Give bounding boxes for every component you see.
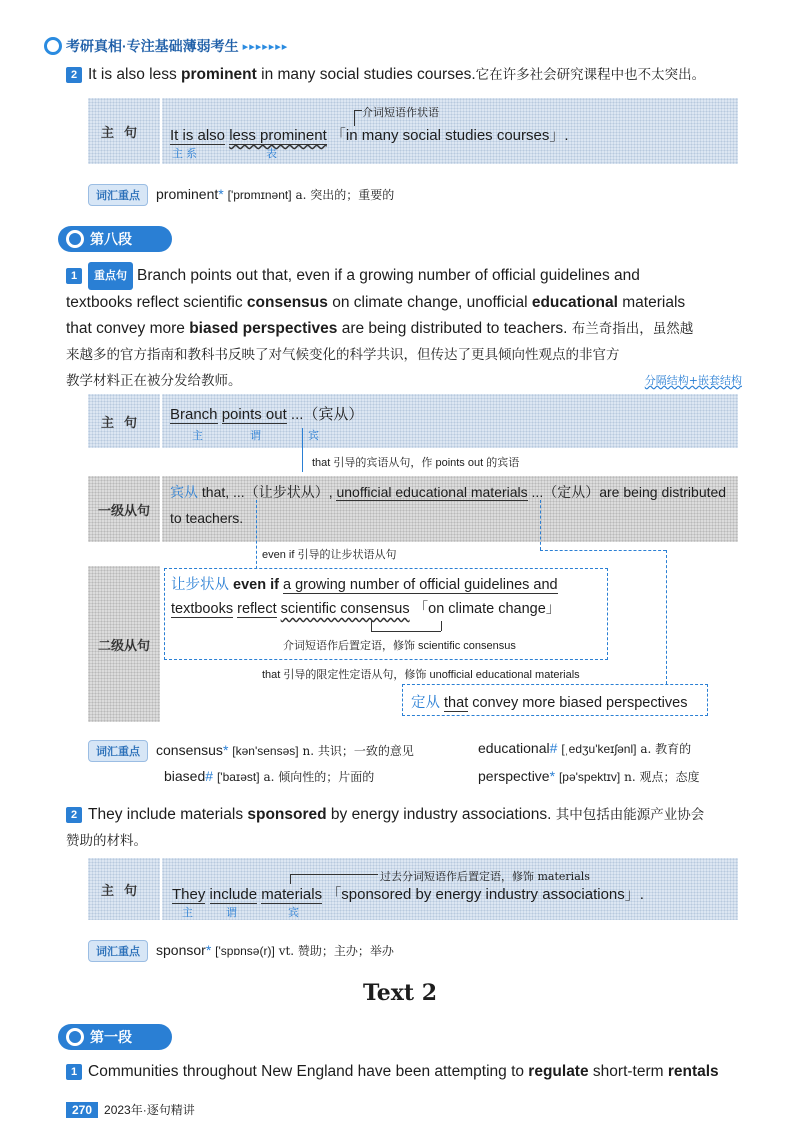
note-prep-adverbial: 介词短语作状语 bbox=[362, 106, 439, 119]
note-even-if: even if 引导的让步状语从句 bbox=[262, 549, 397, 561]
analysis-box-7-2: 介词短语作状语 It is also less prominent 「in many social studies courses」. 主 系 表 bbox=[162, 98, 738, 164]
section-1-pill: 第一段 bbox=[58, 1024, 172, 1050]
page-header bbox=[44, 36, 288, 56]
key-sentence-badge: 重点句 bbox=[88, 262, 133, 290]
note-object-clause: that 引导的宾语从句，作 points out 的宾语 bbox=[312, 457, 520, 469]
sentence-8-2: 2 They include materials sponsored by energy industry associations. 其中包括由能源产业协会 赞助的材料。 bbox=[66, 806, 705, 849]
sentence-t2-1: 1 Communities throughout New England have been attempting to regulate short-term rentals bbox=[66, 1059, 746, 1085]
magnifier-icon bbox=[66, 1028, 84, 1046]
main-clause-label: 主句 bbox=[88, 394, 160, 448]
header-arrows: ▸▸▸▸▸▸▸ bbox=[242, 40, 289, 53]
book-title: 2023年·逐句精讲 bbox=[104, 1103, 195, 1117]
main-clause-label: 主句 bbox=[88, 858, 160, 920]
section-8-pill: 第八段 bbox=[58, 226, 172, 252]
analysis-box-8-2: 过去分词短语作后置定语，修饰 materials They include materials 「sponsored by energy industry associations」. 主 谓 宾 bbox=[162, 858, 738, 920]
tree-level1-box: 宾从 that, ...（让步状从）, unofficial educational materials ...（定从）are being distributed to teachers. bbox=[162, 476, 738, 542]
text-2-title: Text 2 bbox=[362, 980, 438, 1006]
analysis-sentence: It is also less prominent 「in many social studies courses」. bbox=[170, 127, 569, 144]
vocab-row-1: 词汇重点 prominent* ['prɒmɪnənt] a. 突出的；重要的 bbox=[88, 184, 394, 206]
header-title: 考研真相·专注基础薄弱考生 bbox=[66, 38, 239, 54]
level2-label: 二级从句 bbox=[88, 566, 160, 722]
magnifier-icon bbox=[44, 37, 62, 55]
main-clause-label: 主句 bbox=[88, 98, 160, 164]
note-prep-attributive: 介词短语作后置定语，修饰 scientific consensus bbox=[283, 640, 516, 652]
sentence-8-1: 1 重点句 Branch points out that, even if a growing number of official guidelines and textbooks reflect scientific consensus on climate change, unofficial educational materials that convey more biased perspectives are being distributed to teachers. 布兰奇指出，虽然越 来越多的官方指南和教科书反映了对气候变化的科学共识，但传达了更具倾向性观点的非官方 教学材料正在被分发给教师。 分隔结构+嵌套结构 bbox=[66, 262, 746, 394]
sentence-number: 2 bbox=[66, 67, 82, 83]
note-past-participle: 过去分词短语作后置定语，修饰 materials bbox=[380, 870, 590, 883]
page-footer bbox=[66, 1101, 195, 1118]
structure-tag: 分隔结构+嵌套结构 bbox=[644, 374, 742, 387]
concessive-clause-box: 让步状从 even if a growing number of official guidelines and textbooks reflect scientific consensus 「on climate change」 介词短语作后置定语，修饰 scientific consensus bbox=[164, 568, 608, 660]
vocab-row-3: 词汇重点 sponsor* ['spɒnsə(r)] vt. 赞助；主办；举办 bbox=[88, 940, 394, 962]
magnifier-icon bbox=[66, 230, 84, 248]
relative-clause-box: 定从 that convey more biased perspectives bbox=[402, 684, 708, 716]
sentence-7-2: 2 It is also less prominent in many social studies courses.它在许多社会研究课程中也不太突出。 bbox=[66, 62, 746, 88]
vocab-tag: 词汇重点 bbox=[88, 184, 148, 206]
note-relative-clause: that 引导的限定性定语从句，修饰 unofficial educational materials bbox=[262, 669, 580, 681]
vocab-row-2: 词汇重点 consensus* [kən'sensəs] n. 共识；一致的意见 educational# [ˌedʒu'keɪʃənl] a. 教育的 biased# ['baɪəst] a. 倾向性的；片面的 perspective* [pə'spektɪv] n. 观点；态度 bbox=[88, 740, 748, 785]
level1-label: 一级从句 bbox=[88, 476, 160, 542]
page-number: 270 bbox=[66, 1102, 98, 1118]
tree-main-box: Branch points out ...（宾从） 主 谓 宾 bbox=[162, 394, 738, 448]
